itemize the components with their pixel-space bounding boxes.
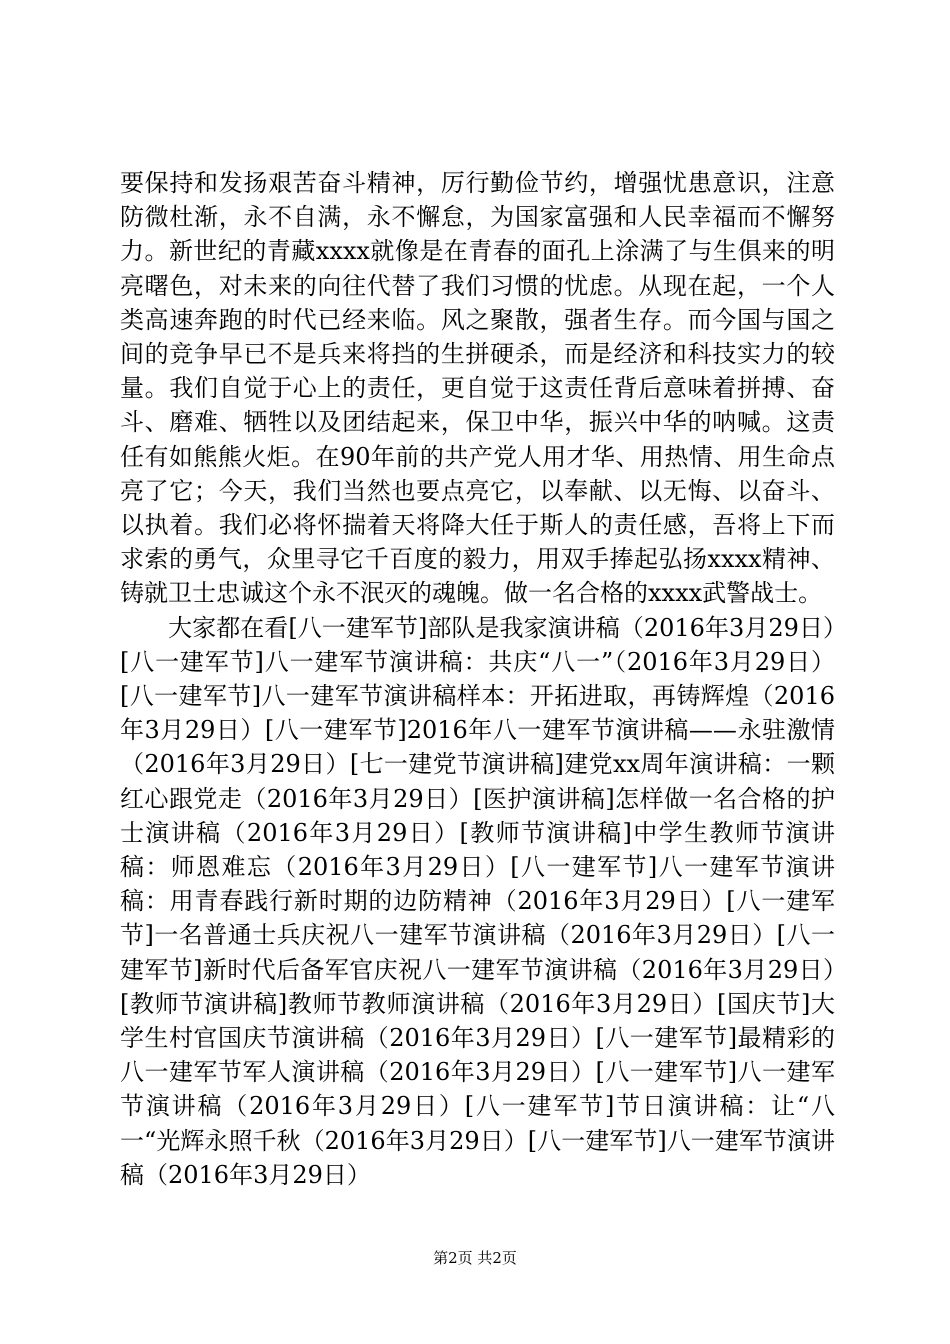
body-paragraph-2: 大家都在看[八一建军节]部队是我家演讲稿（2016年3月29日）[八一建军节]八一建军节演讲稿：共庆“八一”（2016年3月29日）[八一建军节]八一建军节演讲稿样本：开拓进取，再铸辉煌（2016年3月29日）[八一建军节]2016年八一建军节演讲稿——永驻激情（2016年3月29日）[七一建党节演讲稿]建党xx周年演讲稿：一颗红心跟党走（2016年3月29日）[医护演讲稿]怎样做一名合格的护士演讲稿（2016年3月29日）[教师节演讲稿]中学生教师节演讲稿：师恩难忘（2016年3月29日）[八一建军节]八一建军节演讲稿：用青春践行新时期的边防精神（2016年3月29日）[八一建军节]一名普通士兵庆祝八一建军节演讲稿（2016年3月29日）[八一建军节]新时代后备军官庆祝八一建军节演讲稿（2016年3月29日）[教师节演讲稿]教师节教师演讲稿（2016年3月29日）[国庆节]大学生村官国庆节演讲稿（2016年3月29日）[八一建军节]最精彩的八一建军节军人演讲稿（2016年3月29日）[八一建军节]八一建军节演讲稿（2016年3月29日）[八一建军节]节日演讲稿：让“八一“光辉永照千秋（2016年3月29日）[八一建军节]八一建军节演讲稿（2016年3月29日） [120,613,835,1189]
body-paragraph-1: 要保持和发扬艰苦奋斗精神，厉行勤俭节约，增强忧患意识，注意防微杜渐，永不自满，永不懈怠，为国家富强和人民幸福而不懈努力。新世纪的青藏xxxx就像是在青春的面孔上涂满了与生俱来的明亮曙色，对未来的向往代替了我们习惯的忧虑。从现在起，一个人类高速奔跑的时代已经来临。风之聚散，强者生存。而今国与国之间的竞争早已不是兵来将挡的生拼硬杀，而是经济和科技实力的较量。我们自觉于心上的责任，更自觉于这责任背后意味着拼搏、奋斗、磨难、牺牲以及团结起来，保卫中华，振兴中华的呐喊。这责任有如熊熊火炬。在90年前的共产党人用才华、用热情、用生命点亮了它；今天，我们当然也要点亮它，以奉献、以无悔、以奋斗、以执着。我们必将怀揣着天将降大任于斯人的责任感，吾将上下而求索的勇气，众里寻它千百度的毅力，用双手捧起弘扬xxxx精神、铸就卫士忠诚这个永不泯灭的魂魄。做一名合格的xxxx武警战士。 [120,169,835,608]
document-body [120,166,835,1192]
page-footer: 第2页 共2页 [433,1249,517,1267]
